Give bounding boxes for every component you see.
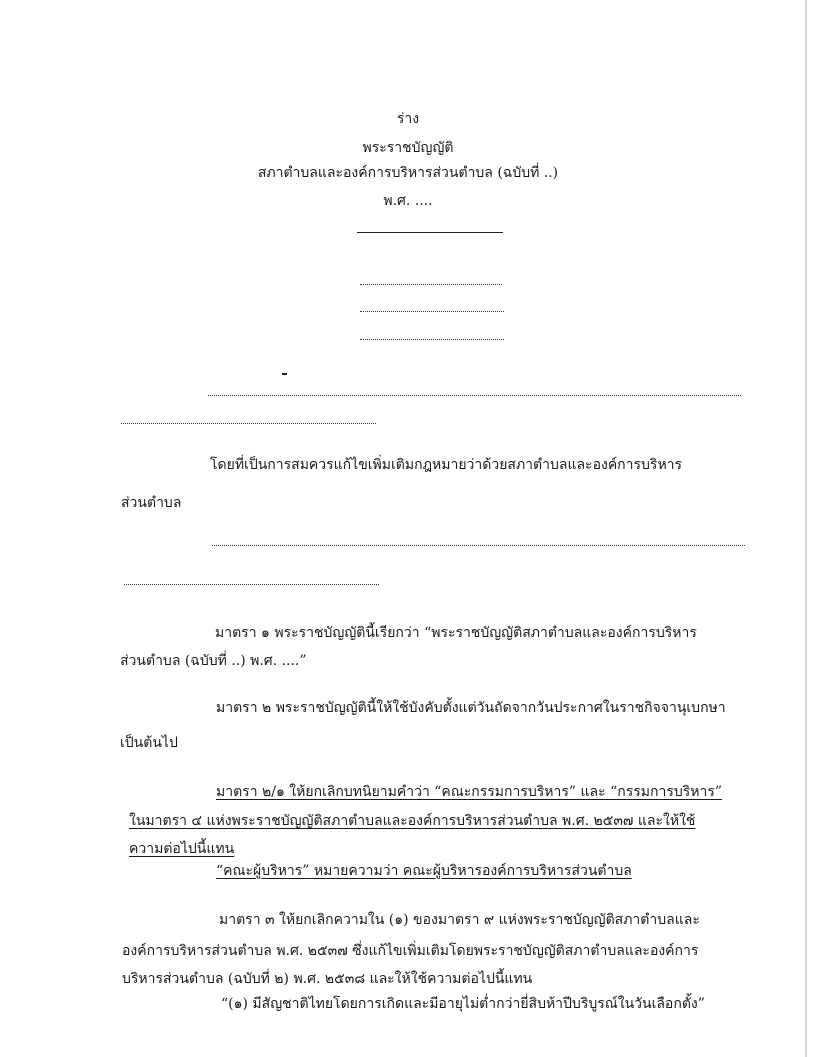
section2-line-2: เป็นต้นไป [120, 735, 178, 751]
draft-label: ร่าง [396, 111, 420, 127]
act-type: พระราชบัญญัติ [362, 140, 454, 156]
header-rule [357, 232, 503, 233]
signature-line-3 [360, 339, 504, 340]
preamble-line-1: โดยที่เป็นการสมควรแก้ไขเพิ่มเติมกฎหมายว่าด้วยสภาตำบลและองค์การบริหาร [210, 457, 683, 473]
section2-1-line-4: “คณะผู้บริหาร” หมายความว่า คณะผู้บริหารองค์การบริหารส่วนตำบล [216, 863, 632, 879]
signature-line-2 [360, 311, 504, 312]
dotted-line-a2 [121, 423, 376, 424]
section1-line-2: ส่วนตำบล (ฉบับที่ ..) พ.ศ. ....” [120, 653, 307, 669]
dash-mark [282, 373, 287, 375]
dotted-line-b2 [124, 584, 379, 585]
section2-1-line-2: ในมาตรา ๔ แห่งพระราชบัญญัติสภาตำบลและองค์การบริหารส่วนตำบล พ.ศ. ๒๕๓๗ และให้ใช้ [129, 813, 696, 829]
section3-line-1: มาตรา ๓ ให้ยกเลิกความใน (๑) ของมาตรา ๙ แห่งพระราชบัญญัติสภาตำบลและ [219, 912, 700, 928]
section3-line-2: องค์การบริหารส่วนตำบล พ.ศ. ๒๕๓๗ ซึ่งแก้ไขเพิ่มเติมโดยพระราชบัญญัติสภาตำบลและองค์การ [122, 943, 699, 959]
scan-edge [805, 0, 807, 1057]
act-year: พ.ศ. .... [383, 193, 433, 209]
section2-1-line-1: มาตรา ๒/๑ ให้ยกเลิกบทนิยามคำว่า “คณะกรรมการบริหาร” และ “กรรมการบริหาร” [216, 784, 723, 800]
signature-line-1 [360, 284, 502, 285]
preamble-line-2: ส่วนตำบล [121, 495, 182, 511]
section1-line-1: มาตรา ๑ พระราชบัญญัตินี้เรียกว่า “พระราชบัญญัติสภาตำบลและองค์การบริหาร [215, 625, 697, 641]
section2-1-line-3: ความต่อไปนี้แทน [129, 841, 235, 857]
section3-line-3: บริหารส่วนตำบล (ฉบับที่ ๒) พ.ศ. ๒๕๓๘ และให้ใช้ความต่อไปนี้แทน [122, 971, 533, 987]
section2-line-1: มาตรา ๒ พระราชบัญญัตินี้ให้ใช้บังคับตั้งแต่วันถัดจากวันประกาศในราชกิจจานุเบกษา [216, 700, 726, 716]
section3-line-4: “(๑) มีสัญชาติไทยโดยการเกิดและมีอายุไม่ต่ำกว่ายี่สิบห้าปีบริบูรณ์ในวันเลือกตั้ง” [221, 996, 705, 1012]
dotted-line-a1 [208, 395, 741, 396]
dotted-line-b1 [212, 545, 745, 546]
act-name: สภาตำบลและองค์การบริหารส่วนตำบล (ฉบับที่ ..) [257, 165, 559, 181]
